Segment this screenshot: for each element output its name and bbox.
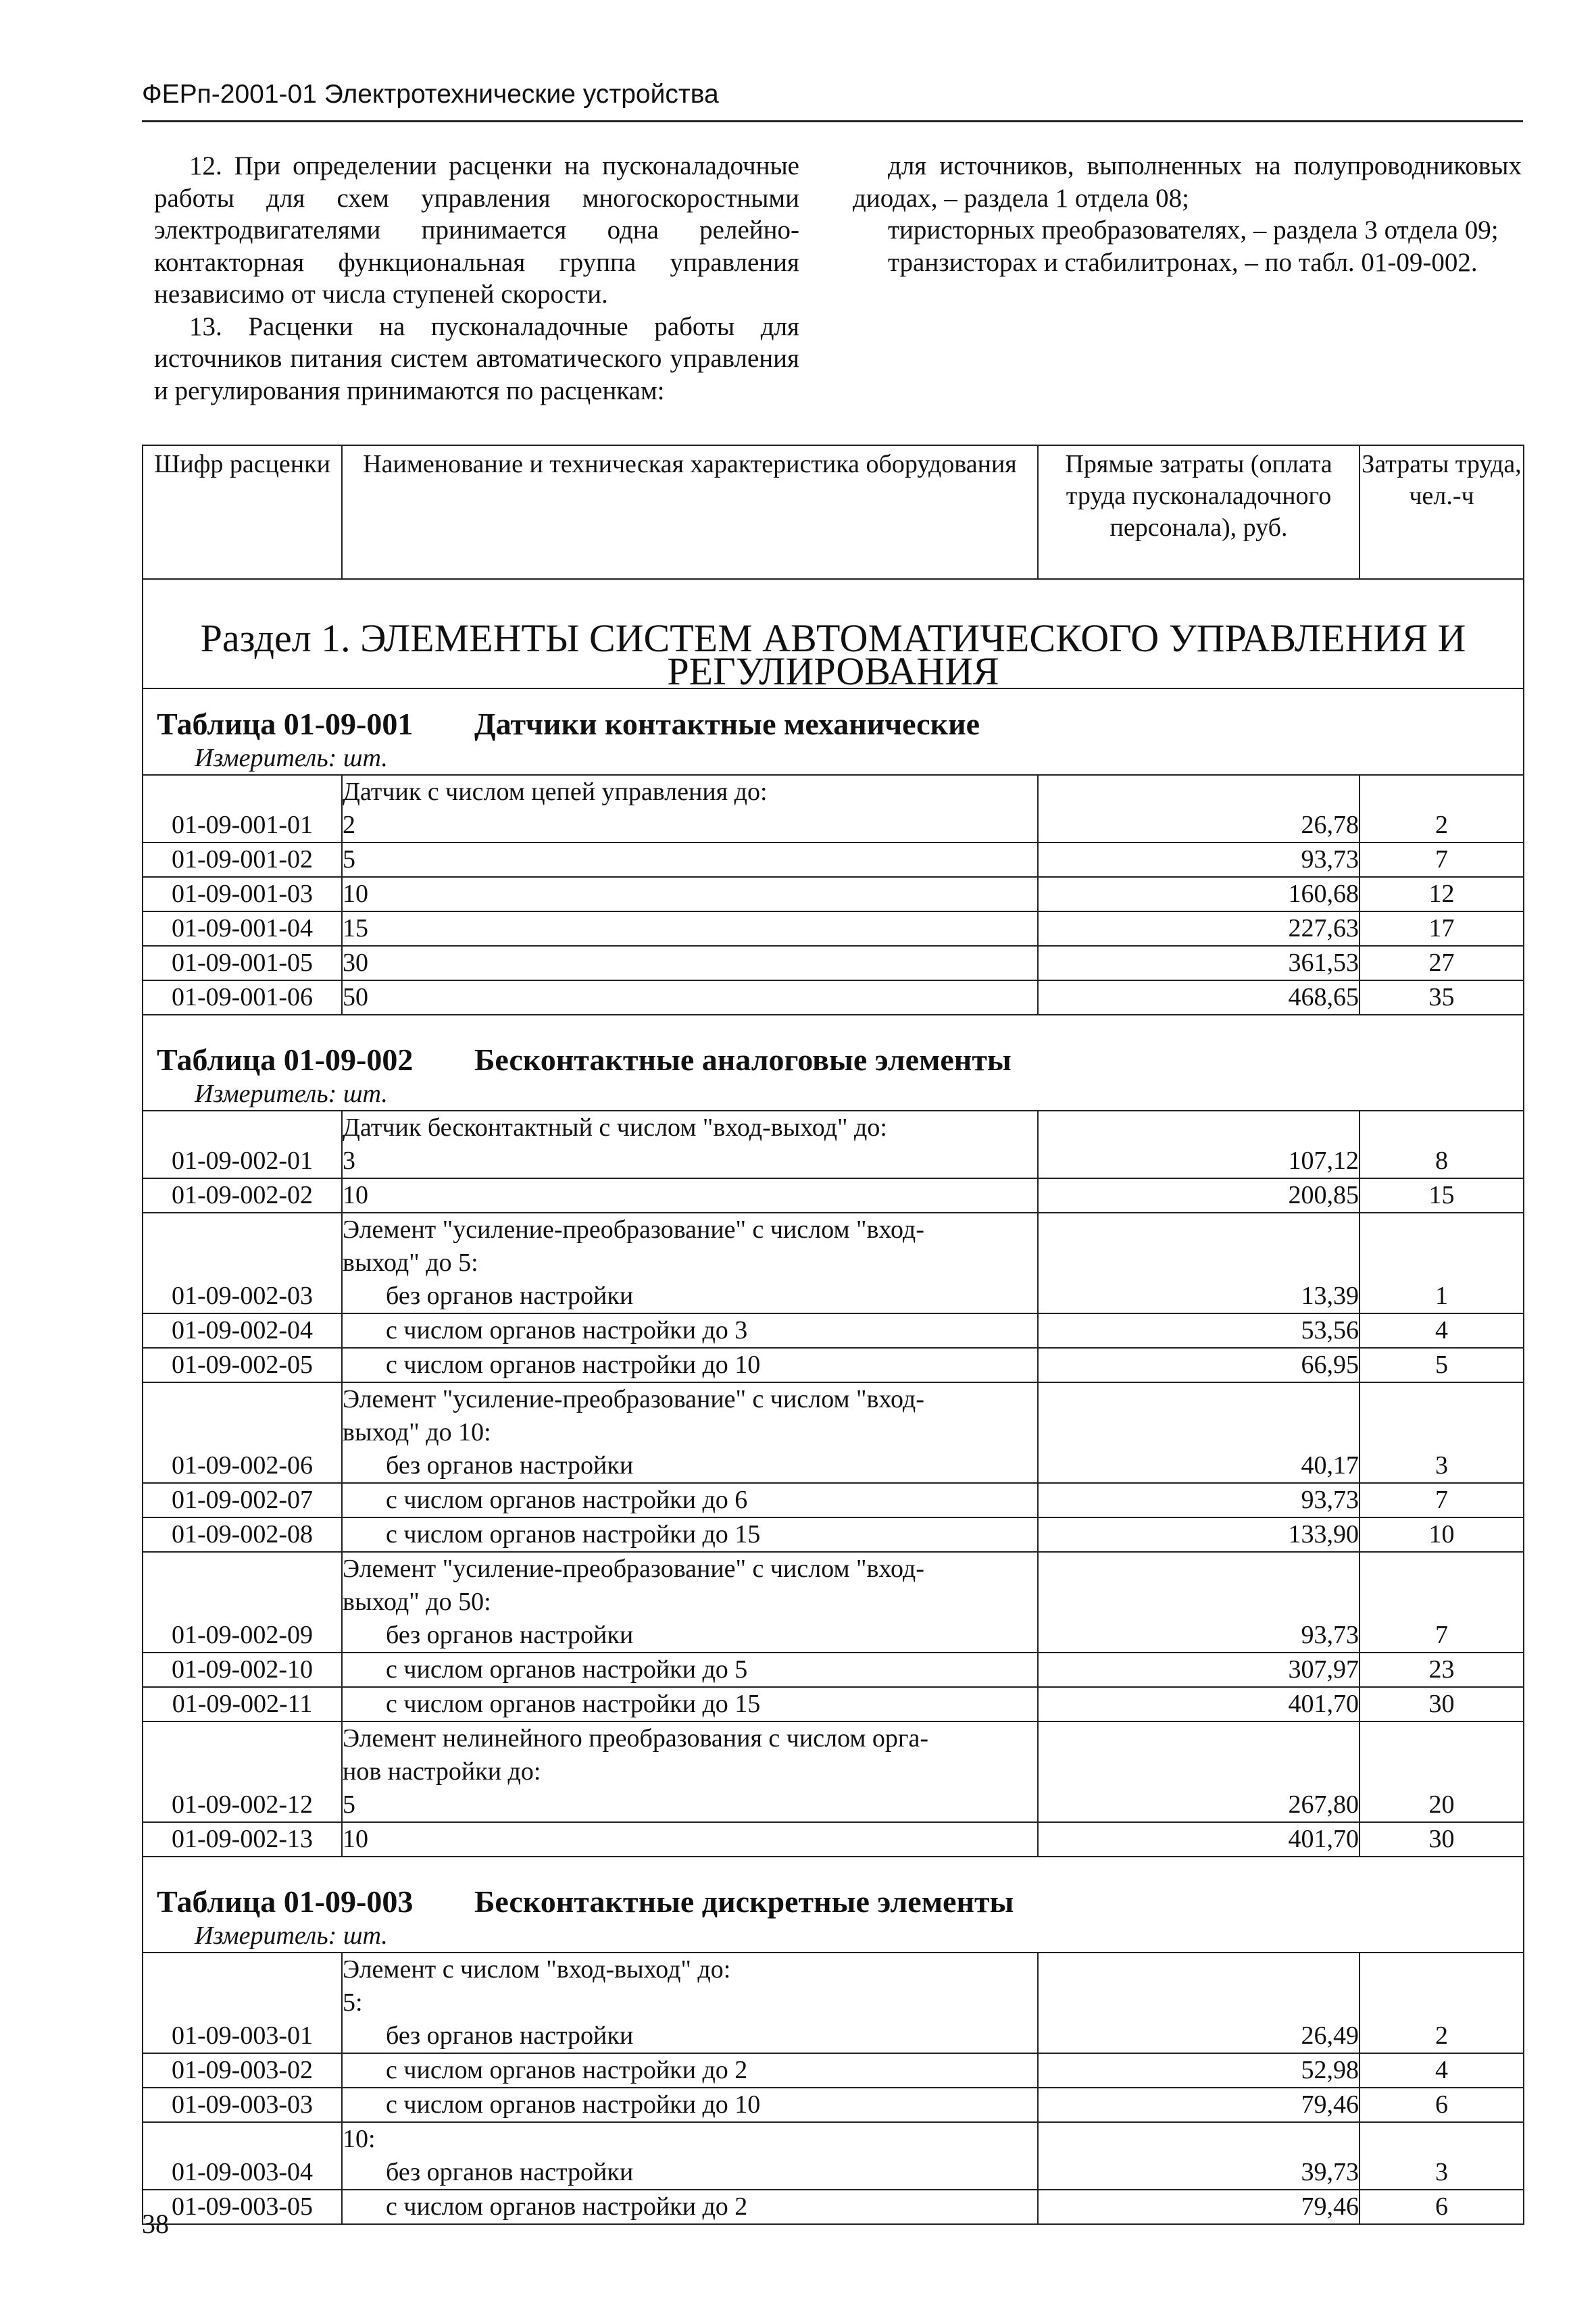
table-row bbox=[143, 1178, 1524, 1213]
rate-name: 3 bbox=[343, 1147, 355, 1175]
header-labor: Затраты труда, чел.-ч bbox=[1360, 445, 1524, 579]
table-number: Таблица 01-09-001 bbox=[157, 707, 414, 741]
table-title-row bbox=[143, 1857, 1524, 1921]
header-direct-cost: Прямые затраты (оплата труда пусконаладочного персонала), руб. bbox=[1038, 445, 1360, 579]
labor-cost: 3 bbox=[1360, 2122, 1524, 2190]
direct-cost: 468,65 bbox=[1038, 980, 1360, 1015]
intro-left-column bbox=[154, 150, 799, 407]
labor-cost: 30 bbox=[1360, 1687, 1524, 1721]
intro-paragraph: тиристорных преобразователях, – раздела 3 отдела 09; bbox=[888, 216, 1499, 245]
labor-cost: 6 bbox=[1360, 2088, 1524, 2122]
rate-code: 01-09-002-04 bbox=[143, 1313, 342, 1348]
labor-cost: 7 bbox=[1360, 1483, 1524, 1517]
direct-cost: 200,85 bbox=[1038, 1178, 1360, 1213]
rate-name: 10 bbox=[343, 880, 368, 908]
rate-code: 01-09-002-06 bbox=[143, 1382, 342, 1483]
rate-description bbox=[342, 1178, 1038, 1213]
rate-code: 01-09-001-03 bbox=[143, 877, 342, 911]
rate-description bbox=[342, 946, 1038, 980]
rate-code: 01-09-003-04 bbox=[143, 2122, 342, 2190]
rate-description bbox=[342, 1313, 1038, 1348]
measure-value: шт. bbox=[343, 1921, 388, 1950]
rate-code: 01-09-001-06 bbox=[143, 980, 342, 1015]
table-row bbox=[143, 775, 1524, 842]
table-header-row bbox=[143, 445, 1524, 579]
intro-paragraph: 13. Расценки на пусконаладочные работы для источников питания систем автоматического управления и регулирования принимаются по расценкам: bbox=[154, 311, 799, 405]
running-header: ФЕРп-2001-01 Электротехнические устройства bbox=[142, 80, 719, 109]
rate-name: с числом органов настройки до 2 bbox=[386, 2056, 748, 2084]
labor-cost: 7 bbox=[1360, 842, 1524, 877]
direct-cost: 93,73 bbox=[1038, 1483, 1360, 1517]
direct-cost: 79,46 bbox=[1038, 2088, 1360, 2122]
table-row bbox=[143, 1653, 1524, 1687]
table-name: Бесконтактные аналоговые элементы bbox=[474, 1042, 1012, 1077]
group-heading: Датчик бесконтактный с числом "вход-выход" до: bbox=[343, 1113, 887, 1142]
table-title bbox=[143, 688, 1524, 743]
rate-name: с числом органов настройки до 15 bbox=[386, 1690, 761, 1718]
labor-cost: 30 bbox=[1360, 1822, 1524, 1857]
rate-code: 01-09-002-12 bbox=[143, 1721, 342, 1822]
labor-cost: 35 bbox=[1360, 980, 1524, 1015]
rate-name: без органов настройки bbox=[386, 1621, 634, 1649]
table-row bbox=[143, 2122, 1524, 2190]
intro-paragraph: транзисторах и стабилитронах, – по табл. 01-09-002. bbox=[888, 247, 1478, 277]
measure-label: Измеритель: bbox=[195, 744, 337, 772]
measure-unit bbox=[143, 1079, 1524, 1111]
direct-cost: 267,80 bbox=[1038, 1721, 1360, 1822]
labor-cost: 7 bbox=[1360, 1552, 1524, 1653]
rate-name: 2 bbox=[343, 811, 355, 839]
direct-cost: 52,98 bbox=[1038, 2053, 1360, 2088]
rate-name: с числом органов настройки до 5 bbox=[386, 1655, 748, 1684]
table-title-row bbox=[143, 1015, 1524, 1079]
table-row bbox=[143, 877, 1524, 911]
group-heading: Элемент "усиление-преобразование" с числом "вход- bbox=[343, 1555, 924, 1583]
direct-cost: 107,12 bbox=[1038, 1111, 1360, 1178]
labor-cost: 2 bbox=[1360, 775, 1524, 842]
direct-cost: 93,73 bbox=[1038, 842, 1360, 877]
rate-code: 01-09-002-09 bbox=[143, 1552, 342, 1653]
labor-cost: 17 bbox=[1360, 911, 1524, 946]
group-heading: выход" до 5: bbox=[343, 1249, 478, 1277]
table-row bbox=[143, 1953, 1524, 2053]
measure-value: шт. bbox=[343, 744, 388, 772]
direct-cost: 160,68 bbox=[1038, 877, 1360, 911]
rate-code: 01-09-002-03 bbox=[143, 1213, 342, 1313]
group-heading: 5: bbox=[343, 1988, 363, 2017]
header-code: Шифр расценки bbox=[143, 445, 342, 579]
rate-description bbox=[342, 1822, 1038, 1857]
group-heading: Элемент "усиление-преобразование" с числом "вход- bbox=[343, 1215, 924, 1244]
measure-row bbox=[143, 1079, 1524, 1111]
table-title bbox=[143, 1015, 1524, 1079]
table-row bbox=[143, 1111, 1524, 1178]
rate-name: с числом органов настройки до 6 bbox=[386, 1486, 748, 1514]
rates-table-body bbox=[143, 445, 1524, 2224]
measure-label: Измеритель: bbox=[195, 1080, 337, 1108]
rate-name: без органов настройки bbox=[386, 1451, 634, 1480]
rate-description bbox=[342, 1382, 1038, 1483]
table-row bbox=[143, 1517, 1524, 1552]
rate-code: 01-09-002-10 bbox=[143, 1653, 342, 1687]
rate-description bbox=[342, 911, 1038, 946]
table-name: Датчики контактные механические bbox=[474, 707, 980, 741]
measure-unit bbox=[143, 743, 1524, 775]
table-row bbox=[143, 842, 1524, 877]
measure-row bbox=[143, 1921, 1524, 1953]
group-heading: выход" до 50: bbox=[343, 1588, 491, 1616]
rate-name: 10 bbox=[343, 1825, 368, 1853]
direct-cost: 93,73 bbox=[1038, 1552, 1360, 1653]
rate-description bbox=[342, 1483, 1038, 1517]
group-heading: Элемент с числом "вход-выход" до: bbox=[343, 1955, 731, 1984]
table-row bbox=[143, 1552, 1524, 1653]
direct-cost: 227,63 bbox=[1038, 911, 1360, 946]
rate-description bbox=[342, 1687, 1038, 1721]
measure-label: Измеритель: bbox=[195, 1921, 337, 1950]
rate-description bbox=[342, 1213, 1038, 1313]
rate-code: 01-09-002-05 bbox=[143, 1348, 342, 1382]
labor-cost: 12 bbox=[1360, 877, 1524, 911]
direct-cost: 361,53 bbox=[1038, 946, 1360, 980]
direct-cost: 79,46 bbox=[1038, 2190, 1360, 2224]
measure-row bbox=[143, 743, 1524, 775]
rate-description bbox=[342, 2088, 1038, 2122]
labor-cost: 15 bbox=[1360, 1178, 1524, 1213]
direct-cost: 53,56 bbox=[1038, 1313, 1360, 1348]
rate-name: с числом органов настройки до 3 bbox=[386, 1316, 748, 1344]
table-row bbox=[143, 1483, 1524, 1517]
labor-cost: 23 bbox=[1360, 1653, 1524, 1687]
intro-right-column bbox=[853, 150, 1522, 278]
table-number: Таблица 01-09-002 bbox=[157, 1042, 414, 1077]
table-row bbox=[143, 1721, 1524, 1822]
direct-cost: 307,97 bbox=[1038, 1653, 1360, 1687]
table-row bbox=[143, 980, 1524, 1015]
group-heading: 10: bbox=[343, 2125, 376, 2153]
rate-code: 01-09-002-07 bbox=[143, 1483, 342, 1517]
labor-cost: 1 bbox=[1360, 1213, 1524, 1313]
rate-description bbox=[342, 2190, 1038, 2224]
table-row bbox=[143, 1382, 1524, 1483]
rate-name: с числом органов настройки до 2 bbox=[386, 2192, 748, 2221]
group-heading: Элемент нелинейного преобразования с числом орга- bbox=[343, 1724, 929, 1753]
intro-paragraph: 12. При определении расценки на пусконаладочные работы для схем управления многоскоростными электродвигателями принимается одна релейно-контакторная функциональная группа управления независимо от числа ступеней скорости. bbox=[154, 151, 799, 309]
rate-code: 01-09-003-03 bbox=[143, 2088, 342, 2122]
rate-description bbox=[342, 842, 1038, 877]
table-row bbox=[143, 2088, 1524, 2122]
rate-description bbox=[342, 2122, 1038, 2190]
rate-code: 01-09-002-01 bbox=[143, 1111, 342, 1178]
intro-paragraph: для источников, выполненных на полупроводниковых диодах, – раздела 1 отдела 08; bbox=[853, 151, 1522, 213]
rate-description bbox=[342, 2053, 1038, 2088]
labor-cost: 5 bbox=[1360, 1348, 1524, 1382]
page-number: 38 bbox=[142, 2209, 169, 2239]
table-row bbox=[143, 1313, 1524, 1348]
group-heading: Элемент "усиление-преобразование" с числом "вход- bbox=[343, 1385, 924, 1413]
rate-description bbox=[342, 1953, 1038, 2053]
table-name: Бесконтактные дискретные элементы bbox=[474, 1884, 1014, 1919]
table-row bbox=[143, 1687, 1524, 1721]
labor-cost: 10 bbox=[1360, 1517, 1524, 1552]
rate-code: 01-09-001-05 bbox=[143, 946, 342, 980]
direct-cost: 26,49 bbox=[1038, 1953, 1360, 2053]
table-row bbox=[143, 946, 1524, 980]
labor-cost: 6 bbox=[1360, 2190, 1524, 2224]
labor-cost: 3 bbox=[1360, 1382, 1524, 1483]
table-title-row bbox=[143, 688, 1524, 743]
rate-name: без органов настройки bbox=[386, 2021, 634, 2050]
rate-name: без органов настройки bbox=[386, 2158, 634, 2186]
rate-code: 01-09-001-01 bbox=[143, 775, 342, 842]
table-row bbox=[143, 1348, 1524, 1382]
rate-code: 01-09-003-05 bbox=[143, 2190, 342, 2224]
rate-description bbox=[342, 980, 1038, 1015]
direct-cost: 13,39 bbox=[1038, 1213, 1360, 1313]
rate-description bbox=[342, 1348, 1038, 1382]
section-title: Раздел 1. ЭЛЕМЕНТЫ СИСТЕМ АВТОМАТИЧЕСКОГО УПРАВЛЕНИЯ И РЕГУЛИРОВАНИЯ bbox=[143, 579, 1524, 688]
rate-name: 10 bbox=[343, 1181, 368, 1209]
rate-description bbox=[342, 775, 1038, 842]
table-row bbox=[143, 2190, 1524, 2224]
direct-cost: 26,78 bbox=[1038, 775, 1360, 842]
rate-code: 01-09-001-02 bbox=[143, 842, 342, 877]
rate-description bbox=[342, 1552, 1038, 1653]
rate-description bbox=[342, 1517, 1038, 1552]
group-heading: выход" до 10: bbox=[343, 1418, 491, 1447]
rate-code: 01-09-003-02 bbox=[143, 2053, 342, 2088]
rate-name: без органов настройки bbox=[386, 1282, 634, 1310]
header-description: Наименование и техническая характеристика оборудования bbox=[342, 445, 1038, 579]
direct-cost: 40,17 bbox=[1038, 1382, 1360, 1483]
rate-description bbox=[342, 877, 1038, 911]
rate-description bbox=[342, 1721, 1038, 1822]
rate-name: 5 bbox=[343, 1790, 355, 1819]
direct-cost: 401,70 bbox=[1038, 1822, 1360, 1857]
rate-description bbox=[342, 1111, 1038, 1178]
table-row bbox=[143, 1213, 1524, 1313]
rate-name: 50 bbox=[343, 983, 368, 1011]
rate-name: 30 bbox=[343, 949, 368, 977]
section-row bbox=[143, 579, 1524, 688]
rate-code: 01-09-002-11 bbox=[143, 1687, 342, 1721]
header-rule bbox=[142, 120, 1523, 122]
rate-code: 01-09-001-04 bbox=[143, 911, 342, 946]
rate-name: с числом органов настройки до 15 bbox=[386, 1520, 761, 1549]
rate-name: с числом органов настройки до 10 bbox=[386, 2090, 761, 2119]
table-row bbox=[143, 2053, 1524, 2088]
rate-code: 01-09-002-08 bbox=[143, 1517, 342, 1552]
rate-name: с числом органов настройки до 10 bbox=[386, 1351, 761, 1379]
rate-code: 01-09-002-02 bbox=[143, 1178, 342, 1213]
labor-cost: 20 bbox=[1360, 1721, 1524, 1822]
rate-name: 15 bbox=[343, 914, 368, 942]
group-heading: нов настройки до: bbox=[343, 1757, 541, 1786]
labor-cost: 4 bbox=[1360, 2053, 1524, 2088]
table-number: Таблица 01-09-003 bbox=[157, 1884, 414, 1919]
labor-cost: 4 bbox=[1360, 1313, 1524, 1348]
direct-cost: 133,90 bbox=[1038, 1517, 1360, 1552]
rate-description bbox=[342, 1653, 1038, 1687]
direct-cost: 401,70 bbox=[1038, 1687, 1360, 1721]
measure-value: шт. bbox=[343, 1080, 388, 1108]
rate-code: 01-09-003-01 bbox=[143, 1953, 342, 2053]
rate-code: 01-09-002-13 bbox=[143, 1822, 342, 1857]
rate-name: 5 bbox=[343, 845, 355, 874]
rates-table bbox=[142, 445, 1524, 2225]
table-row bbox=[143, 911, 1524, 946]
direct-cost: 66,95 bbox=[1038, 1348, 1360, 1382]
labor-cost: 27 bbox=[1360, 946, 1524, 980]
table-title bbox=[143, 1857, 1524, 1921]
measure-unit bbox=[143, 1921, 1524, 1953]
direct-cost: 39,73 bbox=[1038, 2122, 1360, 2190]
table-row bbox=[143, 1822, 1524, 1857]
labor-cost: 8 bbox=[1360, 1111, 1524, 1178]
group-heading: Датчик с числом цепей управления до: bbox=[343, 778, 768, 806]
labor-cost: 2 bbox=[1360, 1953, 1524, 2053]
